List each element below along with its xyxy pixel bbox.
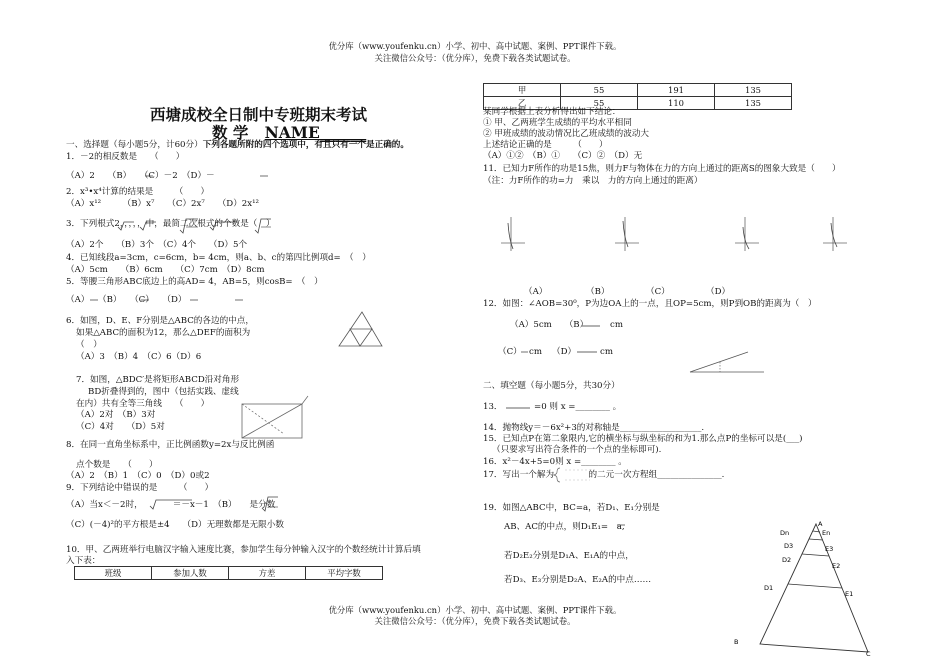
q19-line-3: 若D₂E₂分别是D₁A、E₁A的中点， [504, 551, 634, 561]
table-cell: 191 [638, 84, 715, 97]
q6-line-3: （ ） [76, 340, 102, 350]
q8-options: （A）2 （B）1 （C）0 （D）0或2 [66, 471, 210, 481]
section-2-heading: 二、填空题（每小题5分，共30分） [483, 381, 620, 391]
q5: 5．等腰三角形ABC底边上的高AD= 4，AB=5，则cosB= （ ） [66, 277, 323, 287]
q10-analysis-2: ① 甲、乙两班学生成绩的平均水平相同 [483, 118, 632, 128]
q12: 12．如图：∠AOB=30⁰，P为边OA上的一点，且OP=5cm，则P到OB的距离为（ ） [483, 299, 817, 309]
table-cell: 55 [561, 84, 638, 97]
label-D1: D1 [764, 584, 774, 592]
q7-options-2: （C）4对 （D）5对 [76, 422, 165, 432]
q10-line-2: 入下表： [66, 556, 101, 566]
table-cell: 乙 [484, 97, 561, 110]
q10-analysis-1: 某同学根据上表分析得出如下结论： [483, 107, 621, 117]
q11-line-2: （注：力F所作的功=力 乘以 力的方向上通过的距离） [483, 176, 703, 186]
table-cell: 135 [715, 97, 792, 110]
q3-options: （A）2个 （B）3个 （C）4个 （D）5个 [66, 240, 248, 250]
label-B: B [734, 638, 739, 646]
label-A: A [818, 520, 823, 528]
q11-label-c: （C） [646, 287, 670, 297]
q7-line-3: 在内）共有全等三角线 （ ） [76, 399, 210, 409]
q11-label-b: （B） [586, 287, 610, 297]
q16: 16．x²－4x+5=0则 x =________ 。 [483, 457, 627, 467]
label-E3: E3 [825, 545, 834, 553]
q12-option-a-b: （A）5cm （B） [510, 320, 589, 330]
table-cell: 110 [638, 97, 715, 110]
q9-options-1: （A）当x＜－2时， ＝－x－1 （B） 是分数 [66, 500, 276, 510]
table-header-cell: 平均字数 [306, 567, 383, 580]
q4: 4．已知线段a=3cm，c=6cm，b= 4cm，则a、b、c的第四比例项d= （ ） [66, 253, 371, 263]
q13-answer: =0 则 x =________ 。 [534, 402, 622, 412]
q12-option-c: （C） [498, 347, 522, 357]
q1: 1．－2的相反数是 （ ） [66, 152, 185, 162]
footer-line-2: 关注微信公众号：（优分库），免费下载各类试题试卷。 [374, 616, 576, 626]
q6-line-1: 6．如图，D、E、F分别是△ABC的各边的中点， [66, 316, 254, 326]
q12-option-d: （D） [552, 347, 577, 357]
name-field: NAME______ [264, 123, 367, 142]
q4-options: （A）5cm （B）6cm （C）7cm （D）8cm [66, 265, 265, 275]
table-header-cell: 班级 [75, 567, 152, 580]
label-D2: D2 [782, 556, 792, 564]
q6-line-2: 如果△ABC的面积为12，那么△DEF的面积为 [76, 328, 251, 338]
table-header-cell: 参加人数 [152, 567, 229, 580]
label-E1: E1 [845, 590, 854, 598]
q11-label-a: （A） [524, 287, 548, 297]
q1-options: （A）2 （B） （C）－2 （D）－ [66, 171, 215, 181]
q19-line-4: 若D₃、E₃分别是D₂A、E₂A的中点…… [504, 575, 652, 585]
header-line-1: 优分库（www.youfenku.cn）小学、初中、高中试题、案例、PPT课件下载。 [328, 41, 622, 51]
q2-options: （A）x¹² （B）x⁷ （C）2x⁷ （D）2x¹² [66, 199, 259, 209]
exam-title: 西塘成校全日制中专班期末考试 [150, 105, 368, 124]
footer-line-1: 优分库（www.youfenku.cn）小学、初中、高中试题、案例、PPT课件下载。 [328, 605, 622, 615]
figure-q12-angle [688, 348, 768, 378]
q10-analysis-3: ② 甲班成绩的波动情况比乙班成绩的波动大 [483, 129, 650, 139]
label-E2: E2 [832, 562, 841, 570]
label-C: C [866, 650, 871, 658]
q10-options: （A）①② （B）① （C）② （D）无 [483, 151, 643, 161]
figure-q19-triangle [728, 518, 878, 658]
q9-options-2: （C）(－4)²的平方根是±4 （D）无理数都是无限小数 [66, 520, 284, 530]
q19-line-2: AB、AC的中点，则D₁E₁= a, [504, 522, 625, 532]
section-1-instruction: 下列各题所附的四个选项中，有且只有一个是正确的。 [202, 140, 409, 150]
q15-line-1: 15．已知点P在第二象限内,它的横坐标与纵坐标的和为1.那么点P的坐标可以是(___) [483, 434, 803, 444]
q13-label: 13． [483, 402, 503, 412]
subject-label: 数 学 [212, 123, 249, 142]
section-1-prefix: 一、选择题（每小题5分，计60分） [66, 140, 203, 150]
q8-line-2: 点个数是 （ ） [76, 460, 158, 470]
q7-options-1: （A）2对 （B）3对 [76, 410, 156, 420]
q17: 17．写出一个解为 的二元一次方程组_______________. [483, 470, 725, 480]
q5-options: （A） （B） （C） （D） [66, 295, 187, 305]
q15-line-2: （只要求写出符合条件的一个点的坐标即可). [492, 445, 662, 455]
q10-analysis-4: 上述结论正确的是 （ ） [483, 140, 608, 150]
q9: 9．下列结论中错误的是 （ ） [66, 483, 214, 493]
q8-line-1: 8．在同一直角坐标系中，正比例函数y=2x与反比例函 [66, 440, 275, 450]
table-header-cell: 方差 [229, 567, 306, 580]
q12-unit-d: cm [600, 347, 613, 357]
label-D3: D3 [784, 542, 794, 550]
q3: 3．下列根式2，，，，，中，最简二次根式的个数是（ ） [66, 219, 275, 229]
q7-line-2: BD折叠得到的，图中（包括实践、虚线 [88, 387, 239, 397]
q14: 14．抛物线y＝－6x²+3的对称轴是___________________. [483, 423, 705, 433]
q2: 2．x³•x⁴计算的结果是 （ ） [66, 187, 210, 197]
q7-line-1: 7．如图，△BDC′是将矩形ABCD沿对角形 [76, 375, 240, 385]
q6-options: （A）3 （B）4 （C）6（D）6 [76, 352, 202, 362]
table-cell: 55 [561, 97, 638, 110]
q12-unit-c: cm [529, 347, 542, 357]
label-En: En [822, 529, 831, 537]
q11-line-1: 11．已知力F所作的功是15焦，则力F与物体在力的方向上通过的距离S的图象大致是（ ） [483, 164, 841, 174]
header-line-2: 关注微信公众号：（优分库），免费下载各类试题试卷。 [374, 53, 576, 63]
q19-line-1: 19．如图△ABC中，BC=a，若D₁、E₁分别是 [483, 503, 660, 513]
label-Dn: Dn [780, 529, 790, 537]
table-cell: 甲 [484, 84, 561, 97]
q11-label-d: （D） [706, 287, 731, 297]
table-cell: 135 [715, 84, 792, 97]
q10-line-1: 10．甲、乙两班举行电脑汉字输入速度比赛，参加学生每分钟输入汉字的个数经统计计算后填 [66, 545, 421, 555]
q12-unit-b: cm [610, 320, 623, 330]
